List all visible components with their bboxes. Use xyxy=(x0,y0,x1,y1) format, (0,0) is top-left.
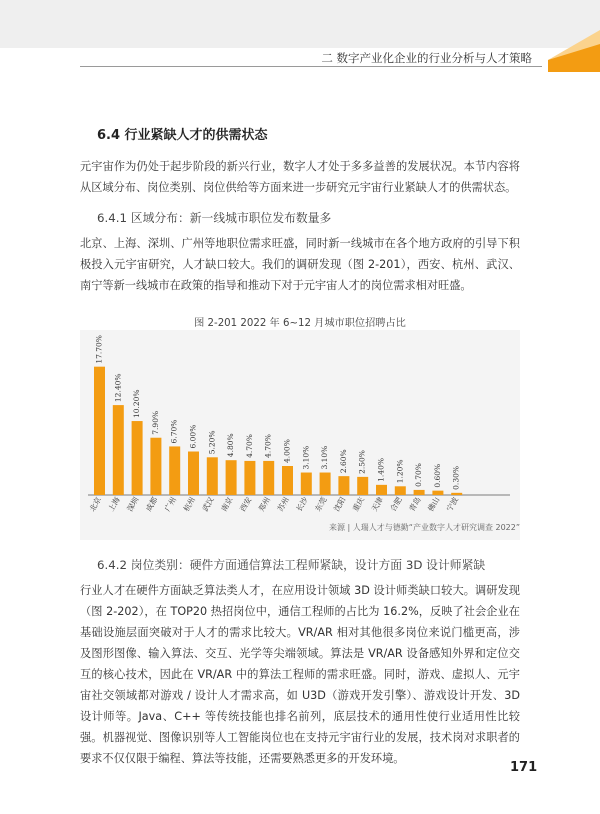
data-label-7: 5.20% xyxy=(207,430,217,455)
bar-3 xyxy=(132,421,143,495)
data-label-18: 0.70% xyxy=(414,463,424,487)
figure-source: 来源 | 人瑞人才与德勤“产业数字人才研究调查 2022” xyxy=(329,523,520,532)
bar-17 xyxy=(395,486,406,495)
data-label-1: 17.70% xyxy=(94,335,104,364)
category-label-16: 天津 xyxy=(369,495,385,513)
subsection-heading-2: 6.4.2 岗位类别：硬件方面通信算法工程师紧缺，设计方面 3D 设计师紧缺 xyxy=(97,558,486,572)
bar-15 xyxy=(357,477,368,495)
category-label-4: 成都 xyxy=(144,495,160,513)
category-label-5: 广州 xyxy=(162,495,179,513)
data-label-10: 4.70% xyxy=(263,434,273,458)
bar-13 xyxy=(320,473,331,495)
subsection-1-paragraph: 北京、上海、深圳、广州等地职位需求旺盛，同时新一线城市在各个地方政府的引导下积极投入元宇宙研究，人才缺口较大。我们的调研发现（图 2-201），西安、杭州、武汉、南宁等新一线城市在政策的指导和推动下对于元宇宙人才的岗位需求相对旺盛。 xyxy=(80,237,520,292)
category-label-15: 重庆 xyxy=(350,495,367,513)
bar-12 xyxy=(301,473,312,495)
data-label-14: 2.60% xyxy=(338,449,348,474)
category-label-8: 南京 xyxy=(219,495,235,513)
bar-11 xyxy=(282,466,293,495)
category-label-3: 深圳 xyxy=(125,495,141,513)
figure-caption: 图 2-201 2022 年 6~12 月城市职位招聘占比 xyxy=(194,318,406,329)
header-divider xyxy=(80,66,542,67)
data-label-12: 3.10% xyxy=(301,445,311,470)
bar-19 xyxy=(432,491,443,495)
category-label-18: 青岛 xyxy=(407,495,423,513)
data-label-8: 4.80% xyxy=(226,433,236,458)
data-label-15: 2.50% xyxy=(357,450,367,474)
data-label-19: 0.60% xyxy=(432,463,442,488)
data-label-5: 6.70% xyxy=(169,419,179,444)
bar-9 xyxy=(244,461,255,495)
category-label-6: 杭州 xyxy=(181,495,197,513)
data-label-11: 4.00% xyxy=(282,439,292,463)
data-label-9: 4.70% xyxy=(244,434,254,458)
category-label-1: 北京 xyxy=(87,495,103,513)
section-heading: 6.4 行业紧缺人才的供需状态 xyxy=(97,128,268,143)
category-label-11: 苏州 xyxy=(275,495,291,513)
bar-14 xyxy=(338,476,349,495)
data-label-13: 3.10% xyxy=(320,445,330,470)
data-label-17: 1.20% xyxy=(395,459,405,484)
running-header: 二 数字产业化企业的行业分析与人才策略 xyxy=(321,51,532,65)
bar-6 xyxy=(188,452,199,496)
data-label-3: 10.20% xyxy=(132,389,142,419)
data-label-2: 12.40% xyxy=(113,373,123,403)
bar-chart xyxy=(80,330,520,540)
category-label-7: 武汉 xyxy=(200,495,216,513)
data-label-6: 6.00% xyxy=(188,424,198,449)
chart-panel xyxy=(80,330,520,540)
top-band xyxy=(0,0,600,48)
category-label-17: 合肥 xyxy=(388,495,404,513)
bar-2 xyxy=(113,405,124,495)
bar-5 xyxy=(169,446,180,495)
category-label-10: 郑州 xyxy=(256,495,273,513)
bar-20 xyxy=(451,493,462,495)
page-number: 171 xyxy=(510,760,538,775)
data-label-20: 0.30% xyxy=(451,465,461,490)
bar-18 xyxy=(414,490,425,495)
category-label-13: 东莞 xyxy=(313,495,329,513)
category-label-9: 西安 xyxy=(238,495,254,513)
bar-7 xyxy=(207,457,218,495)
bar-4 xyxy=(150,438,161,495)
section-intro-paragraph: 元宇宙作为仍处于起步阶段的新兴行业，数字人才处于多多益善的发展状况。本节内容将从区域分布、岗位类别、岗位供给等方面来进一步研究元宇宙行业紧缺人才的供需状态。 xyxy=(80,160,520,194)
data-label-4: 7.90% xyxy=(150,410,160,435)
category-label-2: 上海 xyxy=(106,495,122,513)
category-label-12: 长沙 xyxy=(294,495,310,513)
bar-10 xyxy=(263,461,274,495)
category-label-14: 沈阳 xyxy=(332,495,348,513)
bar-8 xyxy=(226,460,237,495)
subsection-heading-1: 6.4.1 区域分布：新一线城市职位发布数量多 xyxy=(97,211,332,225)
bar-1 xyxy=(94,367,105,495)
orange-corner-decoration xyxy=(548,0,600,814)
bar-16 xyxy=(376,485,387,495)
category-label-20: 宁波 xyxy=(444,495,461,513)
data-label-16: 1.40% xyxy=(376,458,386,482)
subsection-2-paragraph: 行业人才在硬件方面缺乏算法类人才，在应用设计领域 3D 设计师类缺口较大。调研发现（图 2-202），在 TOP20 热招岗位中，通信工程师的占比为 16.2%，反映了社会企业在基础设施层面突破对于人才的需求比较大。VR/AR 相对其他很多岗位来说门槛更高，涉及图形图像、输入算法、交互、光学等尖端领域。算法是 VR/AR 设备感知外界和定位交互的核心技术，因此在 VR/AR 中的算法工程师的需求旺盛。同时，游戏、虚拟人、元宇宙社交领域都对游戏 / 设计人才需求高，如 U3D（游戏开发引擎）、游戏设计开发、3D 设计师等。Java、C++ 等传统技能也排名前列，底层技术的通用性使行业适用性比较强。机器视觉、图像识别等人工智能岗位也在支持元宇宙行业的发展，技术岗对求职者的要求不仅仅限于编程、算法等技能，还需要熟悉更多的开发环境。 xyxy=(80,584,520,765)
category-label-19: 佛山 xyxy=(426,495,442,513)
